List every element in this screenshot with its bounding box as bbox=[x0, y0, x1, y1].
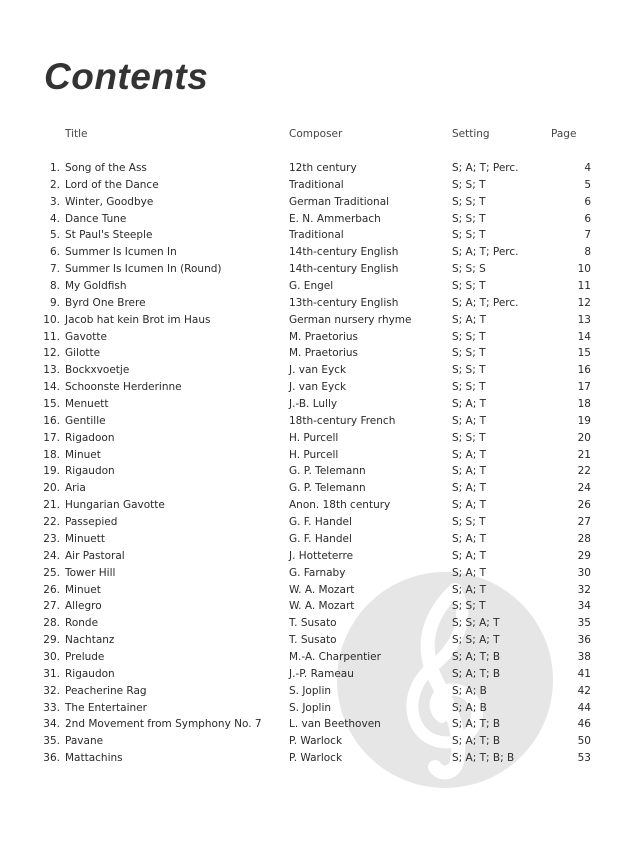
header-composer: Composer bbox=[289, 128, 343, 140]
entry-title: Passepied bbox=[65, 516, 118, 529]
entry-page: 13 bbox=[577, 313, 591, 326]
entry-title: Tower Hill bbox=[65, 566, 116, 579]
list-item bbox=[0, 295, 640, 311]
entry-number: 6. bbox=[49, 246, 60, 259]
entry-composer: H. Purcell bbox=[289, 431, 339, 444]
list-item bbox=[0, 329, 640, 345]
list-item bbox=[0, 430, 640, 446]
entry-page: 44 bbox=[577, 701, 591, 714]
entry-title: Summer Is Icumen In (Round) bbox=[65, 263, 222, 276]
entry-setting: S; S; T bbox=[452, 364, 486, 377]
list-item bbox=[0, 194, 640, 210]
entry-setting: S; A; T bbox=[452, 398, 487, 411]
entry-title: Gilotte bbox=[65, 347, 101, 360]
list-item bbox=[0, 160, 640, 176]
entry-number: 32. bbox=[43, 684, 60, 697]
entry-number: 28. bbox=[43, 617, 60, 630]
entry-page: 6 bbox=[584, 195, 591, 208]
entry-number: 30. bbox=[43, 650, 60, 663]
entry-page: 4 bbox=[584, 162, 591, 174]
entry-number: 34. bbox=[43, 718, 60, 731]
entry-number: 27. bbox=[43, 600, 60, 613]
entry-page: 36 bbox=[577, 634, 591, 647]
entry-page: 35 bbox=[577, 617, 591, 630]
entry-number: 29. bbox=[43, 634, 60, 647]
entry-page: 46 bbox=[577, 718, 591, 731]
entry-title: Rigaudon bbox=[65, 465, 115, 478]
list-item bbox=[0, 345, 640, 361]
entry-title: Peacherine Rag bbox=[65, 684, 147, 697]
entry-setting: S; A; T bbox=[452, 414, 487, 427]
list-item bbox=[0, 244, 640, 260]
entry-setting: S; A; T; B bbox=[452, 735, 501, 748]
entry-page: 53 bbox=[577, 752, 591, 765]
page-title: Contents bbox=[44, 56, 209, 97]
list-item bbox=[0, 649, 640, 665]
list-item bbox=[0, 615, 640, 631]
entry-composer: Traditional bbox=[289, 178, 344, 191]
entry-page: 21 bbox=[577, 448, 591, 461]
entry-setting: S; A; T bbox=[452, 532, 487, 545]
header-page: Page bbox=[551, 128, 577, 140]
entry-composer: 18th-century French bbox=[289, 414, 396, 427]
entry-number: 26. bbox=[43, 583, 60, 596]
entry-title: Winter, Goodbye bbox=[65, 195, 154, 208]
entry-composer: T. Susato bbox=[289, 617, 337, 630]
entry-title: Air Pastoral bbox=[65, 549, 125, 562]
entry-page: 22 bbox=[577, 465, 591, 478]
entry-title: Minuet bbox=[65, 583, 101, 596]
list-item bbox=[0, 261, 640, 277]
entry-setting: S; A; T; B bbox=[452, 718, 501, 731]
entry-title: Jacob hat kein Brot im Haus bbox=[65, 313, 211, 326]
list-item bbox=[0, 480, 640, 496]
entry-title: Nachtanz bbox=[65, 634, 115, 647]
list-item bbox=[0, 227, 640, 243]
entry-setting: S; A; T; B bbox=[452, 667, 501, 680]
entry-number: 25. bbox=[43, 566, 60, 579]
list-item bbox=[0, 666, 640, 682]
entry-title: Summer Is Icumen In bbox=[65, 246, 177, 259]
entry-setting: S; A; T bbox=[452, 499, 487, 512]
entry-page: 18 bbox=[577, 398, 591, 411]
entry-number: 24. bbox=[43, 549, 60, 562]
entry-page: 17 bbox=[577, 381, 591, 394]
entry-setting: S; A; T bbox=[452, 566, 487, 579]
entry-title: Gentille bbox=[65, 414, 106, 427]
entry-page: 8 bbox=[584, 246, 591, 259]
entry-title: Hungarian Gavotte bbox=[65, 499, 165, 512]
list-item bbox=[0, 598, 640, 614]
entry-composer: H. Purcell bbox=[289, 448, 339, 461]
list-item bbox=[0, 177, 640, 193]
entry-composer: S. Joplin bbox=[289, 684, 332, 697]
entry-setting: S; A; T; B; B bbox=[452, 752, 515, 765]
entry-composer: German Traditional bbox=[289, 195, 390, 208]
entry-composer: Traditional bbox=[289, 229, 344, 242]
entry-setting: S; S; T bbox=[452, 212, 486, 225]
entry-page: 34 bbox=[577, 600, 591, 613]
entry-number: 15. bbox=[43, 398, 60, 411]
entry-page: 28 bbox=[577, 532, 591, 545]
entry-page: 5 bbox=[584, 178, 591, 191]
entry-number: 23. bbox=[43, 532, 60, 545]
entry-title: Lord of the Dance bbox=[65, 178, 159, 191]
entry-page: 27 bbox=[577, 516, 591, 529]
list-item bbox=[0, 548, 640, 564]
entry-composer: 14th-century English bbox=[289, 246, 399, 259]
entry-number: 13. bbox=[43, 364, 60, 377]
entry-number: 19. bbox=[43, 465, 60, 478]
entry-title: Dance Tune bbox=[65, 212, 127, 225]
entry-page: 32 bbox=[577, 583, 591, 596]
entry-number: 4. bbox=[49, 212, 60, 225]
entry-composer: G. F. Handel bbox=[289, 532, 352, 545]
list-item bbox=[0, 413, 640, 429]
entry-title: Aria bbox=[65, 482, 86, 495]
list-item bbox=[0, 463, 640, 479]
entry-page: 14 bbox=[577, 330, 591, 343]
entry-number: 35. bbox=[43, 735, 60, 748]
entry-title: St Paul's Steeple bbox=[65, 229, 153, 242]
entry-title: Rigaudon bbox=[65, 667, 115, 680]
entry-number: 11. bbox=[43, 330, 60, 343]
entry-page: 38 bbox=[577, 650, 591, 663]
entry-title: Prelude bbox=[65, 650, 105, 663]
list-item bbox=[0, 632, 640, 648]
list-item bbox=[0, 733, 640, 749]
entry-composer: M. Praetorius bbox=[289, 347, 358, 360]
entry-composer: G. Farnaby bbox=[289, 566, 346, 579]
list-item bbox=[0, 447, 640, 463]
entry-composer: G. P. Telemann bbox=[289, 465, 366, 478]
entry-number: 7. bbox=[49, 263, 60, 276]
entry-composer: J. Hotteterre bbox=[289, 549, 354, 562]
entry-number: 20. bbox=[43, 482, 60, 495]
list-item bbox=[0, 531, 640, 547]
list-item bbox=[0, 379, 640, 395]
entry-number: 8. bbox=[49, 280, 60, 293]
entry-composer: L. van Beethoven bbox=[289, 718, 381, 731]
entry-number: 22. bbox=[43, 516, 60, 529]
entry-setting: S; S; T bbox=[452, 178, 486, 191]
entry-setting: S; A; T bbox=[452, 313, 487, 326]
entry-number: 2. bbox=[49, 178, 60, 191]
entry-number: 36. bbox=[43, 752, 60, 765]
entry-composer: J.-P. Rameau bbox=[289, 667, 354, 680]
entry-composer: P. Warlock bbox=[289, 752, 343, 765]
entry-title: Byrd One Brere bbox=[65, 296, 146, 309]
entry-composer: W. A. Mozart bbox=[289, 583, 355, 596]
list-item bbox=[0, 582, 640, 598]
entry-setting: S; A; T; Perc. bbox=[452, 162, 519, 174]
entry-composer: 12th century bbox=[289, 162, 357, 174]
entry-setting: S; S; A; T bbox=[452, 617, 500, 630]
entry-setting: S; A; T; B bbox=[452, 650, 501, 663]
list-item bbox=[0, 278, 640, 294]
list-item bbox=[0, 565, 640, 581]
entry-composer: 13th-century English bbox=[289, 296, 399, 309]
entry-setting: S; S; T bbox=[452, 195, 486, 208]
list-item bbox=[0, 700, 640, 716]
entry-number: 21. bbox=[43, 499, 60, 512]
entry-setting: S; A; T; Perc. bbox=[452, 296, 519, 309]
entry-composer: G. Engel bbox=[289, 280, 334, 293]
entry-number: 17. bbox=[43, 431, 60, 444]
entry-composer: German nursery rhyme bbox=[289, 313, 412, 326]
entry-title: Pavane bbox=[65, 735, 104, 748]
list-item bbox=[0, 514, 640, 530]
entry-title: The Entertainer bbox=[65, 701, 147, 714]
entry-number: 5. bbox=[49, 229, 60, 242]
list-item bbox=[0, 362, 640, 378]
list-item bbox=[0, 396, 640, 412]
entry-setting: S; S; S bbox=[452, 263, 486, 276]
list-item bbox=[0, 683, 640, 699]
entry-number: 31. bbox=[43, 667, 60, 680]
entry-composer: G. F. Handel bbox=[289, 516, 352, 529]
entry-setting: S; A; B bbox=[452, 701, 487, 714]
entry-composer: G. P. Telemann bbox=[289, 482, 366, 495]
entry-title: Gavotte bbox=[65, 330, 107, 343]
entry-page: 11 bbox=[577, 280, 591, 293]
entry-composer: P. Warlock bbox=[289, 735, 343, 748]
entry-composer: T. Susato bbox=[289, 634, 337, 647]
entry-title: Rigadoon bbox=[65, 431, 115, 444]
entry-page: 6 bbox=[584, 212, 591, 225]
entry-composer: J. van Eyck bbox=[289, 364, 347, 377]
entry-number: 16. bbox=[43, 414, 60, 427]
list-item bbox=[0, 716, 640, 732]
entry-title: Allegro bbox=[65, 600, 102, 613]
entry-title: Minuett bbox=[65, 532, 105, 545]
entry-number: 3. bbox=[49, 195, 60, 208]
entry-setting: S; A; T bbox=[452, 549, 487, 562]
entry-title: Schoonste Herderinne bbox=[65, 381, 182, 394]
entry-title: Bockxvoetje bbox=[65, 364, 130, 377]
entry-number: 18. bbox=[43, 448, 60, 461]
entry-setting: S; A; T bbox=[452, 448, 487, 461]
entry-number: 1. bbox=[49, 162, 60, 174]
entry-composer: M.-A. Charpentier bbox=[289, 650, 381, 663]
entry-setting: S; S; T bbox=[452, 381, 486, 394]
entry-setting: S; S; T bbox=[452, 229, 486, 242]
entry-page: 16 bbox=[577, 364, 591, 377]
entry-composer: J. van Eyck bbox=[289, 381, 347, 394]
entry-setting: S; A; T; Perc. bbox=[452, 246, 519, 259]
entry-page: 41 bbox=[577, 667, 591, 680]
entry-number: 9. bbox=[49, 296, 60, 309]
entry-page: 12 bbox=[577, 296, 591, 309]
entry-setting: S; S; A; T bbox=[452, 634, 500, 647]
list-item bbox=[0, 312, 640, 328]
list-item bbox=[0, 497, 640, 513]
entry-number: 12. bbox=[43, 347, 60, 360]
entry-setting: S; S; T bbox=[452, 280, 486, 293]
entry-page: 15 bbox=[577, 347, 591, 360]
entry-title: My Goldfish bbox=[65, 280, 127, 293]
entry-title: Ronde bbox=[65, 617, 99, 630]
entry-title: Mattachins bbox=[65, 752, 123, 765]
entry-setting: S; A; B bbox=[452, 684, 487, 697]
entry-number: 33. bbox=[43, 701, 60, 714]
entry-page: 50 bbox=[577, 735, 591, 748]
entry-composer: S. Joplin bbox=[289, 701, 332, 714]
entry-setting: S; A; T bbox=[452, 465, 487, 478]
entry-page: 19 bbox=[577, 414, 591, 427]
entry-title: Song of the Ass bbox=[65, 162, 147, 174]
entry-number: 14. bbox=[43, 381, 60, 394]
entry-composer: Anon. 18th century bbox=[289, 499, 391, 512]
entry-setting: S; S; T bbox=[452, 347, 486, 360]
column-headers bbox=[0, 126, 640, 142]
entry-title: 2nd Movement from Symphony No. 7 bbox=[65, 718, 262, 731]
entry-composer: J.-B. Lully bbox=[289, 398, 338, 411]
entry-page: 24 bbox=[577, 482, 591, 495]
entry-title: Minuet bbox=[65, 448, 101, 461]
entry-setting: S; A; T bbox=[452, 482, 487, 495]
header-title: Title bbox=[65, 128, 88, 140]
entry-setting: S; S; T bbox=[452, 516, 486, 529]
entry-setting: S; A; T bbox=[452, 583, 487, 596]
entry-composer: 14th-century English bbox=[289, 263, 399, 276]
entry-page: 29 bbox=[577, 549, 591, 562]
list-item bbox=[0, 750, 640, 766]
entry-setting: S; S; T bbox=[452, 330, 486, 343]
entry-page: 10 bbox=[577, 263, 591, 276]
list-item bbox=[0, 211, 640, 227]
entry-composer: M. Praetorius bbox=[289, 330, 358, 343]
entry-page: 42 bbox=[577, 684, 591, 697]
header-setting: Setting bbox=[452, 128, 490, 140]
entry-page: 26 bbox=[577, 499, 591, 512]
entry-composer: E. N. Ammerbach bbox=[289, 212, 381, 225]
entry-number: 10. bbox=[43, 313, 60, 326]
entry-setting: S; S; T bbox=[452, 431, 486, 444]
entry-page: 20 bbox=[577, 431, 591, 444]
entry-composer: W. A. Mozart bbox=[289, 600, 355, 613]
entry-title: Menuett bbox=[65, 398, 109, 411]
entry-setting: S; S; T bbox=[452, 600, 486, 613]
entry-page: 30 bbox=[577, 566, 591, 579]
entry-page: 7 bbox=[584, 229, 591, 242]
